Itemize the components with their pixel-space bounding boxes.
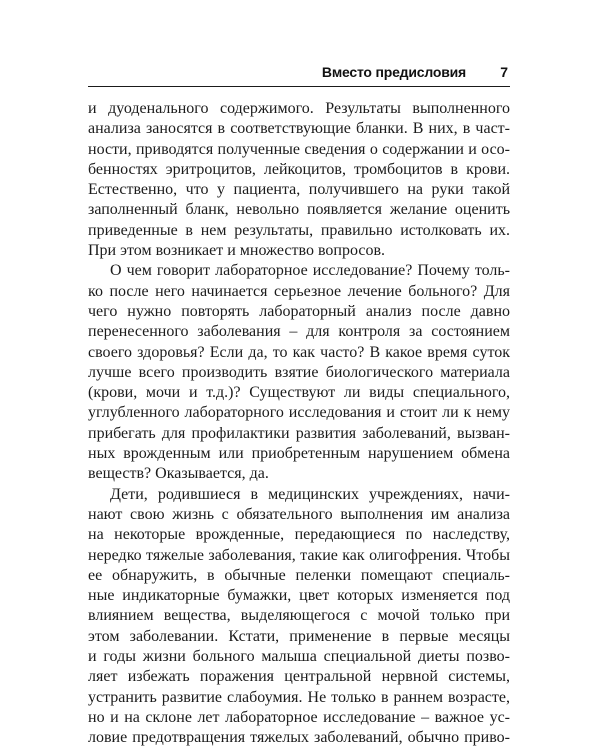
text-line: ко после него начинается серьезное лечение больного? Для: [88, 282, 510, 300]
text-line: ее обнаружить, в обычные пеленки помещают специаль-: [88, 566, 510, 584]
text-line: на некоторые врожденные, передающиеся по наследству,: [88, 526, 510, 544]
text-line: ности, приводятся полученные сведения о содержании и осо-: [88, 140, 510, 158]
text-line: и годы жизни больного малыша специальной диеты позво-: [88, 648, 510, 666]
text-line: лучше всего производить взятие биологического материала: [88, 363, 510, 381]
text-line: но и на склоне лет лабораторное исследование – важное ус-: [88, 708, 510, 726]
text-line: нередко тяжелые заболевания, такие как олигофрения. Чтобы: [88, 546, 510, 564]
text-line: анализа заносятся в соответствующие бланки. В них, в част-: [88, 120, 510, 138]
text-line: своего здоровья? Если да, то как часто? В какое время суток: [88, 343, 510, 361]
text-line: и дуоденального содержимого. Результаты выполненного: [88, 100, 510, 117]
text-line: ных врожденным или приобретенным нарушением обмена: [88, 445, 510, 463]
text-line: О чем говорит лабораторное исследование? Почему толь-: [110, 262, 510, 280]
text-line: заполненный бланк, невольно появляется желание оценить: [88, 201, 510, 219]
text-line: прибегать для профилактики развития заболеваний, вызван-: [88, 424, 510, 442]
text-line: чего нужно повторять лабораторный анализ после давно: [88, 302, 510, 320]
text-line: бенностях эритроцитов, лейкоцитов, тромбоцитов в крови.: [88, 160, 510, 178]
text-line: устранить развитие слабоумия. Не только в раннем возрасте,: [88, 688, 510, 706]
paragraph: [88, 99, 510, 261]
text-line: При этом возникает и множество вопросов.: [88, 242, 385, 260]
text-line: ляет избежать поражения центральной нервной системы,: [88, 668, 510, 686]
section-title: Вместо предисловия: [321, 64, 466, 80]
body-text: [88, 99, 510, 749]
page-number: 7: [500, 64, 508, 80]
text-line: этом заболевании. Кстати, применение в первые месяцы: [88, 627, 510, 645]
paragraph: [88, 261, 510, 484]
text-line: Естественно, что у пациента, получившего на руки такой: [88, 181, 510, 199]
text-line: ные индикаторные бумажки, цвет которых изменяется под: [88, 587, 510, 605]
running-header: [88, 62, 510, 87]
text-line: ловие предотвращения тяжелых заболеваний, обычно приво-: [88, 729, 510, 747]
text-line: влиянием вещества, выделяющегося с мочой только при: [88, 607, 510, 625]
text-line: приведенные в нем результаты, правильно истолковать их.: [88, 221, 510, 239]
text-line: перенесенного заболевания – для контроля за состоянием: [88, 323, 510, 341]
text-line: веществ? Оказывается, да.: [88, 465, 269, 483]
text-line: углубленного лабораторного исследования и стоит ли к нему: [88, 404, 510, 422]
paragraph: [88, 485, 510, 749]
text-line: нают свою жизнь с обязательного выполнения им анализа: [88, 505, 510, 523]
text-line: (крови, мочи и т.д.)? Существуют ли виды специального,: [88, 384, 510, 402]
text-line: Дети, родившиеся в медицинских учреждениях, начи-: [110, 485, 510, 503]
